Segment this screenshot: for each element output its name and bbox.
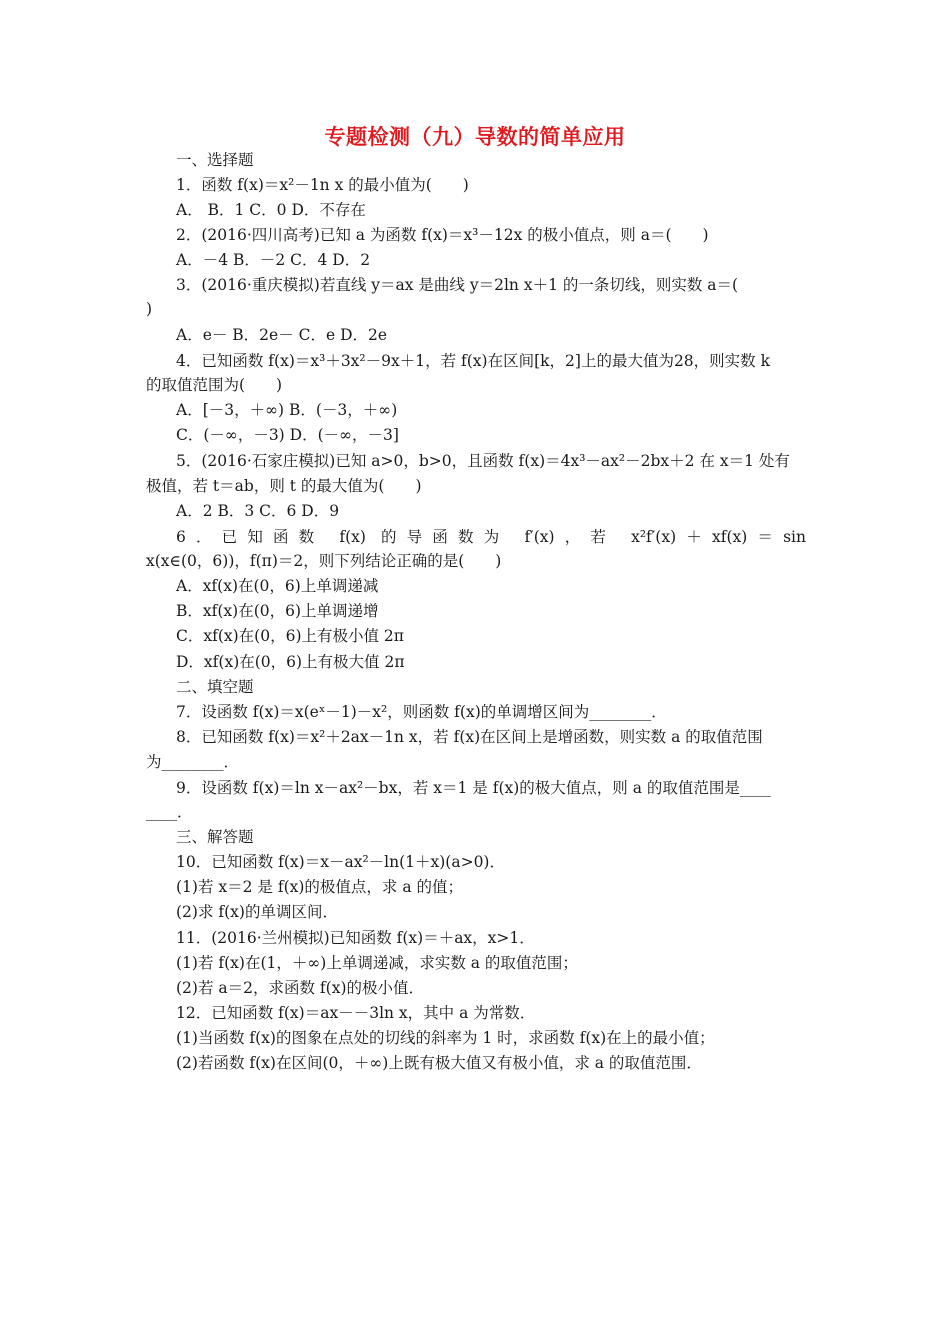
question-4-cont: 的取值范围为( ) <box>146 376 283 394</box>
question-6: 6．已知函数 f(x) 的导函数为 f′(x)，若 x²f′(x)＋xf(x)＝sin <box>176 528 806 546</box>
question-11-part-1: (1)若 f(x)在(1，＋∞)上单调递减，求实数 a 的取值范围； <box>176 954 578 972</box>
section-heading-fill: 二、填空题 <box>176 678 254 696</box>
question-3: 3．(2016·重庆模拟)若直线 y＝ax 是曲线 y＝2ln x＋1 的一条切线，则实数 a＝( <box>176 276 739 294</box>
question-8: 8．已知函数 f(x)＝x²＋2ax－1n x，若 f(x)在区间上是增函数，则实数 a 的取值范围 <box>176 728 763 746</box>
section-heading-answer: 三、解答题 <box>176 828 254 846</box>
question-12: 12．已知函数 f(x)＝ax－－3ln x，其中 a 为常数． <box>176 1004 536 1022</box>
question-1-options: A． B．1 C．0 D．不存在 <box>176 201 366 219</box>
question-2-options: A．－4 B．－2 C．4 D．2 <box>176 251 371 269</box>
question-10-part-1: (1)若 x＝2 是 f(x)的极值点，求 a 的值； <box>176 878 464 896</box>
question-3-options: A．e－ B．2e－ C．e D．2e <box>176 326 388 344</box>
question-5-options: A．2 B．3 C．6 D．9 <box>176 502 340 520</box>
section-heading-choice: 一、选择题 <box>176 151 254 169</box>
question-6-option-c: C．xf(x)在(0，6)上有极小值 2π <box>176 627 404 645</box>
question-6-option-b: B．xf(x)在(0，6)上单调递增 <box>176 602 379 620</box>
question-11-part-2: (2)若 a＝2，求函数 f(x)的极小值． <box>176 979 424 997</box>
page-title: 专题检测（九）导数的简单应用 <box>324 125 626 149</box>
question-3-cont: ) <box>146 300 153 318</box>
question-10: 10．已知函数 f(x)＝x－ax²－ln(1＋x)(a>0)． <box>176 853 505 871</box>
question-6-cont: x(x∈(0，6))，f(π)＝2，则下列结论正确的是( ) <box>146 552 502 570</box>
question-9: 9．设函数 f(x)＝ln x－ax²－bx，若 x＝1 是 f(x)的极大值点，则 a 的取值范围是____ <box>176 779 771 797</box>
question-9-cont: ____． <box>146 803 193 821</box>
question-5-cont: 极值，若 t＝ab，则 t 的最大值为( ) <box>146 477 422 495</box>
question-12-part-2: (2)若函数 f(x)在区间(0，＋∞)上既有极大值又有极小值，求 a 的取值范围． <box>176 1054 702 1072</box>
question-8-cont: 为________． <box>146 753 240 771</box>
question-11: 11．(2016·兰州模拟)已知函数 f(x)＝＋ax，x>1． <box>176 929 535 947</box>
question-4-options-ab: A．[－3，＋∞) B．(－3，＋∞) <box>176 401 398 419</box>
question-7: 7．设函数 f(x)＝x(eˣ－1)－x²，则函数 f(x)的单调增区间为________． <box>176 703 667 721</box>
question-5: 5．(2016·石家庄模拟)已知 a>0，b>0，且函数 f(x)＝4x³－ax²－2bx＋2 在 x＝1 处有 <box>176 452 790 470</box>
question-6-option-a: A．xf(x)在(0，6)上单调递减 <box>176 577 379 595</box>
question-10-part-2: (2)求 f(x)的单调区间． <box>176 903 338 921</box>
question-2: 2．(2016·四川高考)已知 a 为函数 f(x)＝x³－12x 的极小值点，则 a＝( ) <box>176 226 709 244</box>
question-12-part-1: (1)当函数 f(x)的图象在点处的切线的斜率为 1 时，求函数 f(x)在上的最小值； <box>176 1029 715 1047</box>
question-1: 1．函数 f(x)＝x²－1n x 的最小值为( ) <box>176 176 469 194</box>
question-4-options-cd: C．(－∞，－3) D．(－∞，－3] <box>176 426 399 444</box>
question-4: 4．已知函数 f(x)＝x³＋3x²－9x＋1，若 f(x)在区间[k，2]上的最大值为28，则实数 k <box>176 352 770 370</box>
question-6-option-d: D．xf(x)在(0，6)上有极大值 2π <box>176 653 405 671</box>
